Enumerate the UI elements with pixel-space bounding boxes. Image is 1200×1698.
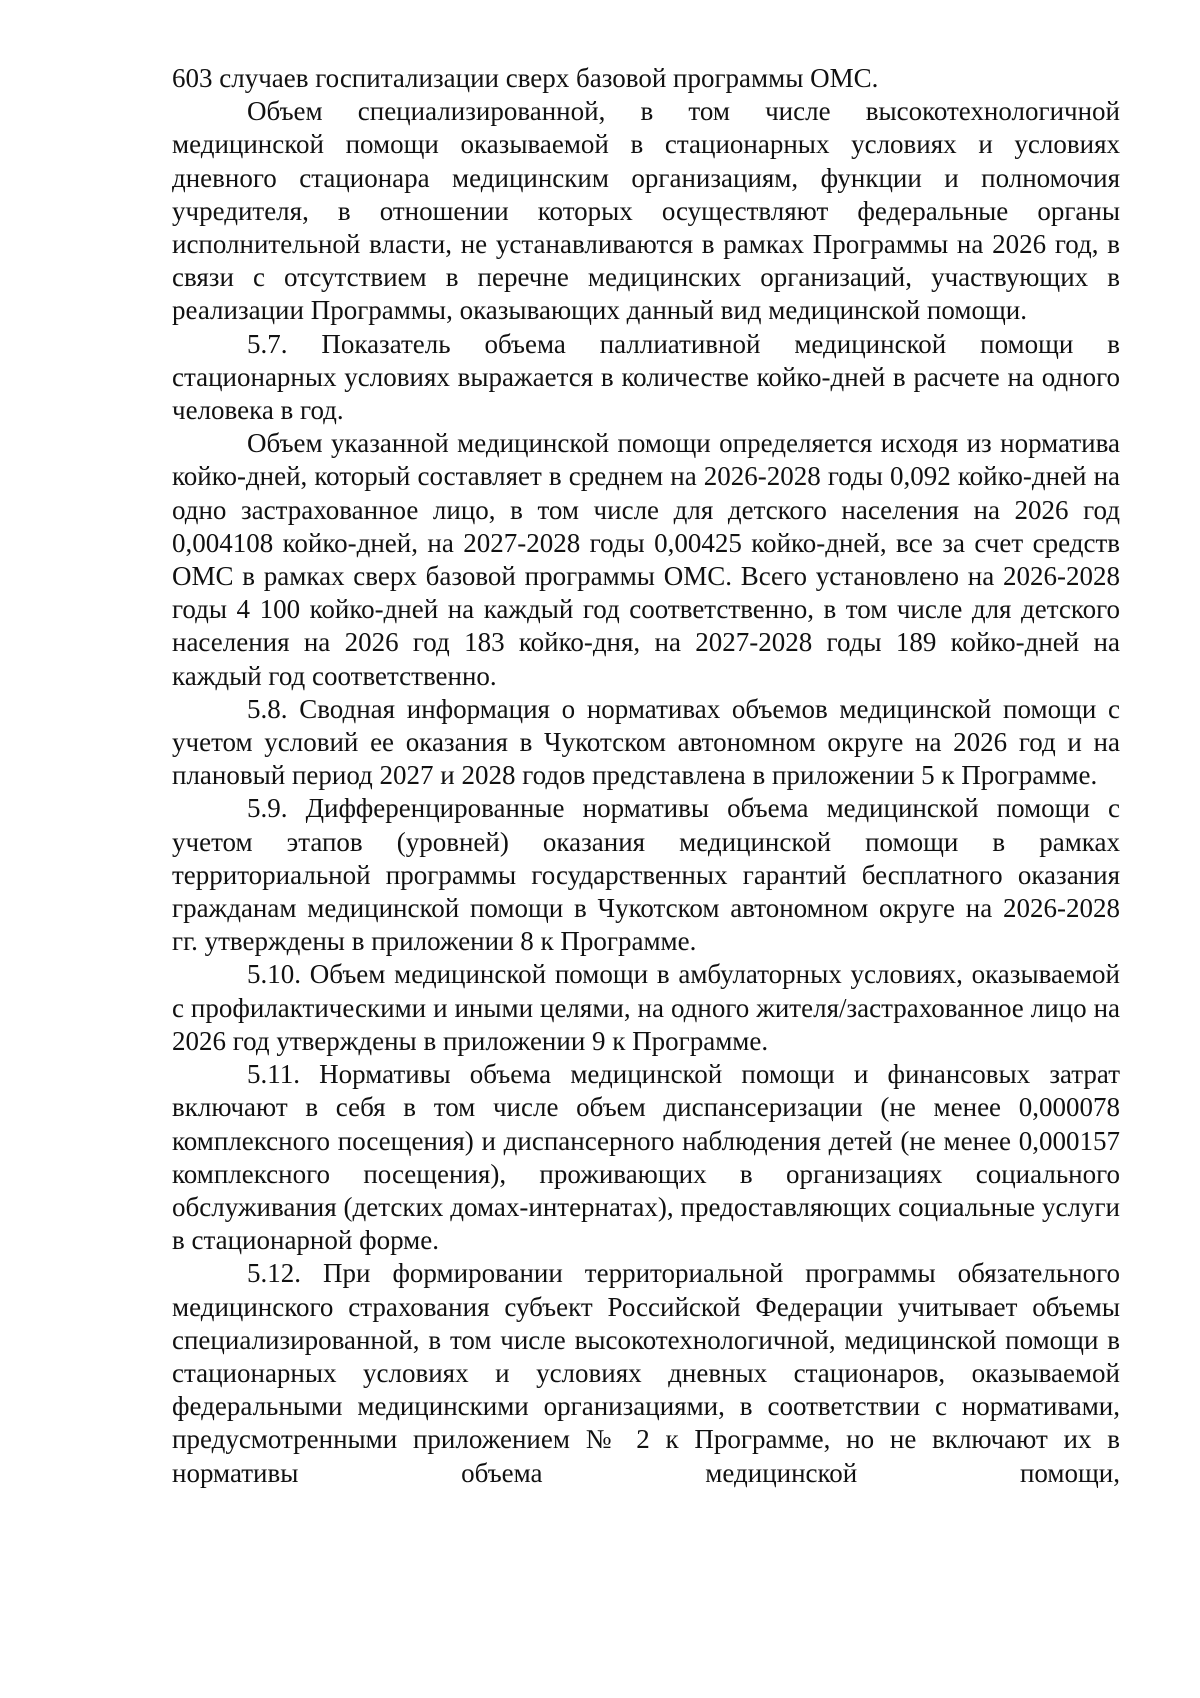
- paragraph-5-7-palliative-indicator: 5.7. Показатель объема паллиативной медицинской помощи в стационарных условиях выражается в количестве койко-дней в расчете на одного человека в год.: [172, 328, 1120, 426]
- paragraph-hospitalization-cases: 603 случаев госпитализации сверх базовой программы ОМС.: [172, 63, 879, 93]
- paragraph-specialized-care-volume: Объем специализированной, в том числе высокотехнологичной медицинской помощи оказываемой в стационарных условиях и условиях дневного стационара медицинским организациям, функции и полномочия учредителя, в отношении которых осуществляют федеральные органы исполнительной власти, не устанавливаются в рамках Программы на 2026 год, в связи с отсутствием в перечне медицинских организаций, участвующих в реализации Программы, оказывающих данный вид медицинской помощи.: [172, 96, 1120, 326]
- paragraph-bed-days-volume: Объем указанной медицинской помощи определяется исходя из норматива койко-дней, который составляет в среднем на 2026-2028 годы 0,092 койко-дней на одно застрахованное лицо, в том числе для детского населения на 2026 год 0,004108 койко-дней, на 2027-2028 годы 0,00425 койко-дней, все за счет средств ОМС в рамках сверх базовой программы ОМС. Всего установлено на 2026-2028 годы 4 100 койко-дней на каждый год соответственно, в том числе для детского населения на 2026 год 183 койко-дня, на 2027-2028 годы 189 койко-дней на каждый год соответственно.: [172, 428, 1120, 691]
- paragraph-5-12-territorial-program: 5.12. При формировании территориальной программы обязательного медицинского страхования субъект Российской Федерации учитывает объемы специализированной, в том числе высокотехнологичной, медицинской помощи в стационарных условиях и условиях дневных стационаров, оказываемой федеральными медицинскими организациями, в соответствии с нормативами, предусмотренными приложением № 2 к Программе, но не включают их в нормативы объема медицинской помощи,: [172, 1258, 1120, 1488]
- document-page: [172, 62, 1120, 1490]
- paragraph-5-8-summary-information: 5.8. Сводная информация о нормативах объемов медицинской помощи с учетом условий ее оказания в Чукотском автономном округе на 2026 год и на плановый период 2027 и 2028 годов представлена в приложении 5 к Программе.: [172, 693, 1120, 791]
- paragraph-5-9-differentiated-norms: 5.9. Дифференцированные нормативы объема медицинской помощи с учетом этапов (уровней) оказания медицинской помощи в рамках территориальной программы государственных гарантий бесплатного оказания гражданам медицинской помощи в Чукотском автономном округе на 2026-2028 гг. утверждены в приложении 8 к Программе.: [172, 793, 1120, 957]
- paragraph-5-11-norms-include: 5.11. Нормативы объема медицинской помощи и финансовых затрат включают в себя в том числе объем диспансеризации (не менее 0,000078 комплексного посещения) и диспансерного наблюдения детей (не менее 0,000157 комплексного посещения), проживающих в организациях социального обслуживания (детских домах-интернатах), предоставляющих социальные услуги в стационарной форме.: [172, 1059, 1120, 1256]
- paragraph-5-10-outpatient-volume: 5.10. Объем медицинской помощи в амбулаторных условиях, оказываемой с профилактическими и иными целями, на одного жителя/застрахованное лицо на 2026 год утверждены в приложении 9 к Программе.: [172, 959, 1120, 1056]
